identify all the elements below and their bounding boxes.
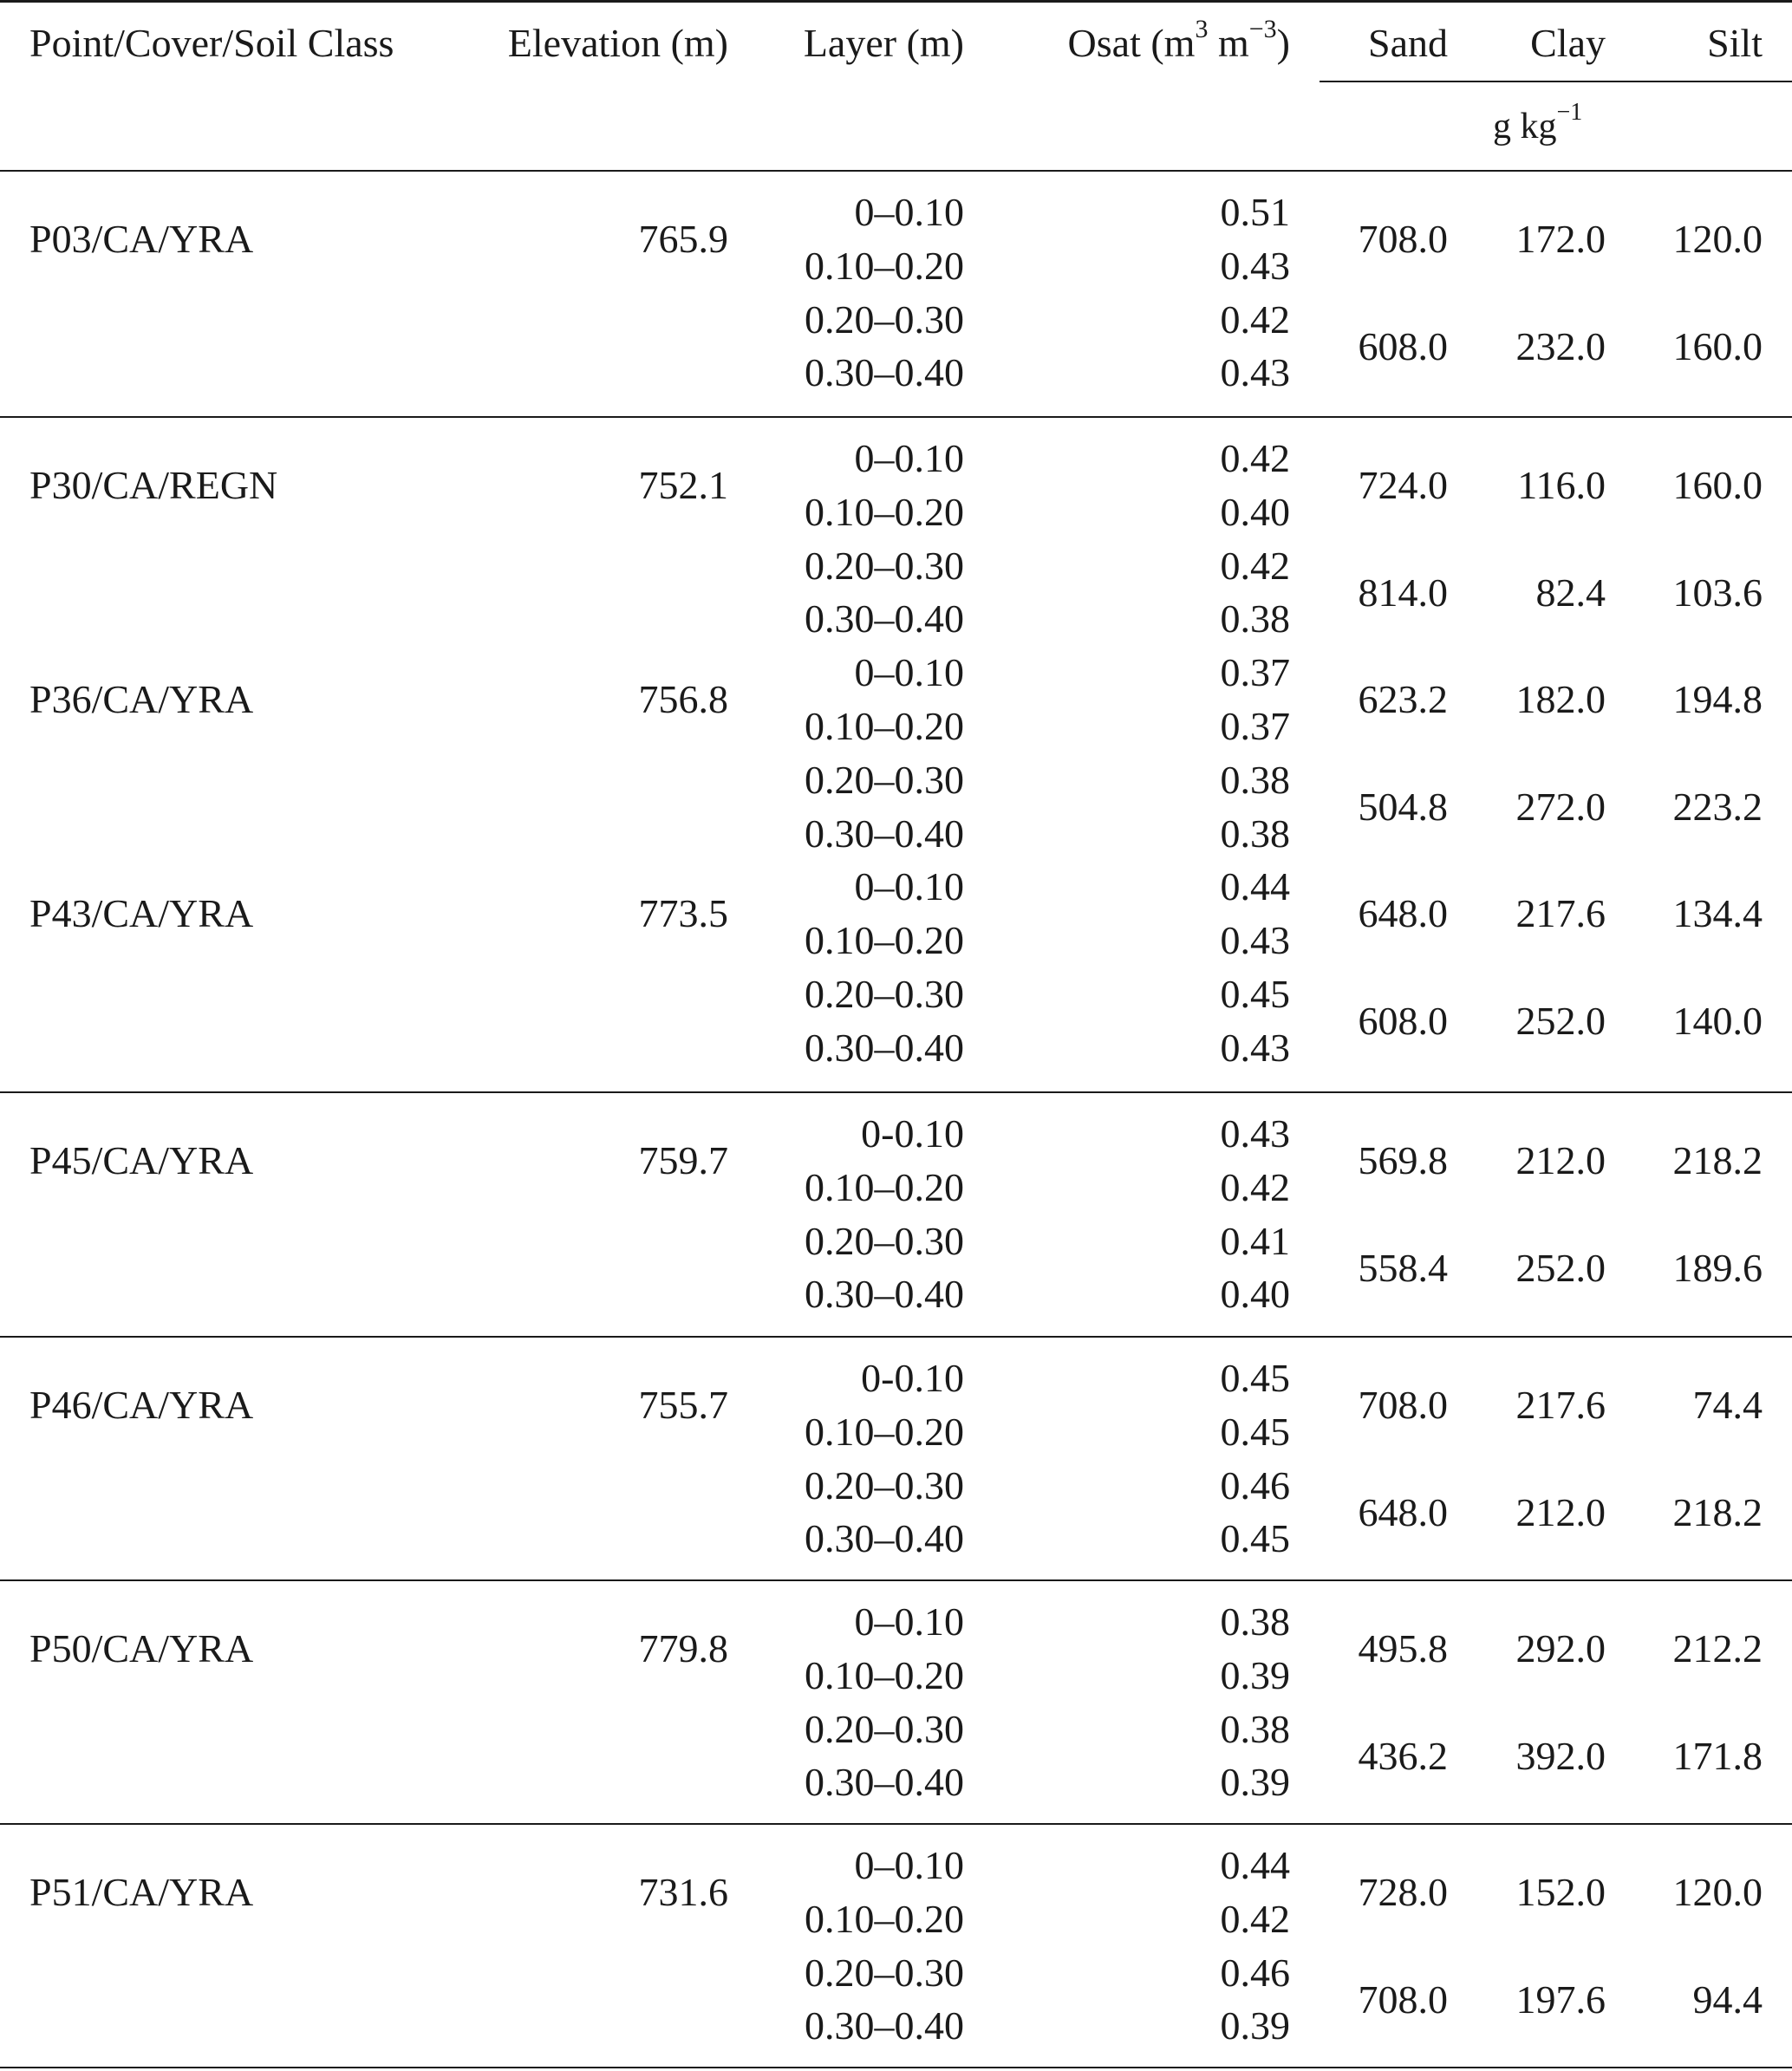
point-name: P51/CA/YRA bbox=[29, 1869, 254, 1914]
osat-value: 0.38 bbox=[1220, 757, 1290, 802]
osat-value: 0.43 bbox=[1220, 350, 1290, 395]
osat-value: 0.38 bbox=[1220, 596, 1290, 641]
osat-value: 0.39 bbox=[1220, 1652, 1290, 1697]
osat-value: 0.38 bbox=[1220, 1706, 1290, 1751]
osat-value: 0.37 bbox=[1220, 704, 1290, 748]
table-top-rule bbox=[0, 0, 1792, 3]
elevation-value: 752.1 bbox=[638, 462, 728, 507]
osat-value: 0.40 bbox=[1220, 489, 1290, 534]
layer-value: 0.10–0.20 bbox=[805, 918, 964, 963]
layer-value: 0.20–0.30 bbox=[805, 1950, 964, 1995]
silt-value: 218.2 bbox=[1672, 1137, 1763, 1182]
elevation-value: 755.7 bbox=[638, 1382, 728, 1427]
layer-value: 0.30–0.40 bbox=[805, 1272, 964, 1317]
layer-value: 0.20–0.30 bbox=[805, 972, 964, 1016]
osat-value: 0.46 bbox=[1220, 1462, 1290, 1508]
osat-value: 0.38 bbox=[1220, 1599, 1290, 1644]
sand-value: 728.0 bbox=[1358, 1869, 1448, 1914]
sand-value: 608.0 bbox=[1358, 323, 1448, 368]
silt-value: 189.6 bbox=[1672, 1245, 1763, 1290]
osat-value: 0.45 bbox=[1220, 972, 1290, 1016]
clay-value: 82.4 bbox=[1535, 570, 1606, 615]
group-separator-rule bbox=[0, 1823, 1792, 1825]
header-point: Point/Cover/Soil Class bbox=[29, 21, 394, 65]
sand-value: 436.2 bbox=[1358, 1733, 1448, 1778]
osat-value: 0.42 bbox=[1220, 436, 1290, 480]
clay-value: 252.0 bbox=[1515, 1245, 1606, 1290]
silt-value: 134.4 bbox=[1672, 891, 1763, 936]
point-name: P50/CA/YRA bbox=[29, 1625, 254, 1670]
osat-value: 0.51 bbox=[1220, 190, 1290, 234]
layer-value: 0.10–0.20 bbox=[805, 704, 964, 748]
silt-value: 94.4 bbox=[1692, 1977, 1763, 2022]
layer-value: 0.20–0.30 bbox=[805, 1706, 964, 1751]
point-name: P03/CA/YRA bbox=[29, 216, 254, 261]
header-layer: Layer (m) bbox=[803, 21, 964, 65]
elevation-value: 779.8 bbox=[638, 1625, 728, 1670]
group-separator-rule bbox=[0, 1091, 1792, 1093]
layer-value: 0–0.10 bbox=[854, 190, 964, 234]
clay-value: 116.0 bbox=[1517, 462, 1606, 507]
header-clay: Clay bbox=[1530, 21, 1606, 65]
osat-value: 0.40 bbox=[1220, 1272, 1290, 1317]
layer-value: 0.10–0.20 bbox=[805, 1896, 964, 1941]
point-name: P46/CA/YRA bbox=[29, 1382, 254, 1427]
clay-value: 212.0 bbox=[1515, 1137, 1606, 1182]
header-silt: Silt bbox=[1707, 21, 1763, 65]
clay-value: 292.0 bbox=[1515, 1625, 1606, 1670]
sand-value: 623.2 bbox=[1358, 677, 1448, 722]
layer-value: 0–0.10 bbox=[854, 1843, 964, 1887]
osat-value: 0.44 bbox=[1220, 864, 1290, 909]
header-osat bbox=[980, 14, 1290, 69]
layer-value: 0–0.10 bbox=[854, 436, 964, 480]
clay-value: 392.0 bbox=[1515, 1733, 1606, 1778]
layer-value: 0.20–0.30 bbox=[805, 1218, 964, 1263]
osat-value: 0.43 bbox=[1220, 918, 1290, 963]
layer-value: 0-0.10 bbox=[861, 1111, 964, 1156]
silt-value: 103.6 bbox=[1672, 570, 1763, 615]
silt-value: 212.2 bbox=[1672, 1625, 1763, 1670]
silt-value: 160.0 bbox=[1672, 462, 1763, 507]
header-unit bbox=[1493, 101, 1582, 153]
osat-value: 0.42 bbox=[1220, 543, 1290, 588]
header-unit-sup: −1 bbox=[1556, 99, 1583, 126]
layer-value: 0–0.10 bbox=[854, 1599, 964, 1644]
header-osat-sup2: −3 bbox=[1248, 14, 1277, 43]
osat-value: 0.45 bbox=[1220, 1409, 1290, 1454]
osat-value: 0.39 bbox=[1220, 2003, 1290, 2048]
header-bottom-rule bbox=[0, 170, 1792, 172]
clay-value: 152.0 bbox=[1515, 1869, 1606, 1914]
osat-value: 0.42 bbox=[1220, 296, 1290, 342]
silt-value: 218.2 bbox=[1672, 1489, 1763, 1534]
elevation-value: 765.9 bbox=[638, 216, 728, 261]
layer-value: 0.30–0.40 bbox=[805, 2003, 964, 2048]
layer-value: 0.10–0.20 bbox=[805, 489, 964, 534]
point-name: P43/CA/YRA bbox=[29, 891, 254, 936]
sand-value: 708.0 bbox=[1358, 216, 1448, 261]
osat-value: 0.41 bbox=[1220, 1218, 1290, 1263]
layer-value: 0.10–0.20 bbox=[805, 1409, 964, 1454]
silt-value: 140.0 bbox=[1672, 998, 1763, 1043]
layer-value: 0.30–0.40 bbox=[805, 596, 964, 641]
clay-value: 252.0 bbox=[1515, 998, 1606, 1043]
sand-value: 724.0 bbox=[1358, 462, 1448, 507]
sand-value: 708.0 bbox=[1358, 1977, 1448, 2022]
elevation-value: 759.7 bbox=[638, 1137, 728, 1182]
sand-value: 814.0 bbox=[1358, 570, 1448, 615]
group-separator-rule bbox=[0, 416, 1792, 418]
header-osat-mid: m bbox=[1208, 21, 1249, 65]
sand-value: 708.0 bbox=[1358, 1382, 1448, 1427]
point-name: P45/CA/YRA bbox=[29, 1137, 254, 1182]
clay-value: 232.0 bbox=[1515, 323, 1606, 368]
osat-value: 0.43 bbox=[1220, 1111, 1290, 1156]
layer-value: 0-0.10 bbox=[861, 1356, 964, 1400]
osat-value: 0.44 bbox=[1220, 1843, 1290, 1887]
osat-value: 0.45 bbox=[1220, 1356, 1290, 1400]
sand-value: 648.0 bbox=[1358, 891, 1448, 936]
osat-value: 0.39 bbox=[1220, 1760, 1290, 1805]
layer-value: 0.20–0.30 bbox=[805, 1462, 964, 1508]
layer-value: 0.20–0.30 bbox=[805, 543, 964, 588]
group-separator-rule bbox=[0, 1579, 1792, 1581]
clay-value: 182.0 bbox=[1515, 677, 1606, 722]
osat-value: 0.43 bbox=[1220, 1025, 1290, 1070]
clay-value: 172.0 bbox=[1515, 216, 1606, 261]
layer-value: 0.10–0.20 bbox=[805, 243, 964, 288]
silt-value: 120.0 bbox=[1672, 216, 1763, 261]
osat-value: 0.45 bbox=[1220, 1516, 1290, 1561]
sand-value: 504.8 bbox=[1358, 784, 1448, 829]
header-osat-sup1: 3 bbox=[1195, 14, 1209, 43]
silt-value: 120.0 bbox=[1672, 1869, 1763, 1914]
clay-value: 197.6 bbox=[1515, 1977, 1606, 2022]
header-unit-prefix: g kg bbox=[1493, 107, 1557, 147]
header-osat-prefix: Osat (m bbox=[1067, 21, 1196, 65]
silt-value: 194.8 bbox=[1672, 677, 1763, 722]
sand-value: 608.0 bbox=[1358, 998, 1448, 1043]
layer-value: 0–0.10 bbox=[854, 650, 964, 695]
silt-value: 171.8 bbox=[1672, 1733, 1763, 1778]
header-osat-suffix: ) bbox=[1276, 21, 1290, 65]
layer-value: 0.10–0.20 bbox=[805, 1652, 964, 1697]
clay-value: 217.6 bbox=[1515, 891, 1606, 936]
layer-value: 0.30–0.40 bbox=[805, 1516, 964, 1561]
clay-value: 212.0 bbox=[1515, 1489, 1606, 1534]
group-separator-rule bbox=[0, 1336, 1792, 1338]
elevation-value: 731.6 bbox=[638, 1869, 728, 1914]
elevation-value: 773.5 bbox=[638, 891, 728, 936]
silt-value: 74.4 bbox=[1692, 1382, 1763, 1427]
silt-value: 223.2 bbox=[1672, 784, 1763, 829]
layer-value: 0–0.10 bbox=[854, 864, 964, 909]
osat-value: 0.46 bbox=[1220, 1950, 1290, 1995]
sand-value: 558.4 bbox=[1358, 1245, 1448, 1290]
point-name: P36/CA/YRA bbox=[29, 677, 254, 722]
osat-value: 0.42 bbox=[1220, 1896, 1290, 1941]
clay-value: 217.6 bbox=[1515, 1382, 1606, 1427]
silt-value: 160.0 bbox=[1672, 323, 1763, 368]
osat-value: 0.42 bbox=[1220, 1164, 1290, 1209]
sand-value: 495.8 bbox=[1358, 1625, 1448, 1670]
layer-value: 0.30–0.40 bbox=[805, 350, 964, 395]
sand-value: 569.8 bbox=[1358, 1137, 1448, 1182]
osat-value: 0.43 bbox=[1220, 243, 1290, 288]
osat-value: 0.37 bbox=[1220, 650, 1290, 695]
layer-value: 0.30–0.40 bbox=[805, 811, 964, 856]
osat-value: 0.38 bbox=[1220, 811, 1290, 856]
point-name: P30/CA/REGN bbox=[29, 462, 278, 507]
layer-value: 0.20–0.30 bbox=[805, 757, 964, 802]
table-bottom-rule bbox=[0, 2067, 1792, 2068]
clay-value: 272.0 bbox=[1515, 784, 1606, 829]
layer-value: 0.10–0.20 bbox=[805, 1164, 964, 1209]
sand-value: 648.0 bbox=[1358, 1489, 1448, 1534]
header-sand: Sand bbox=[1368, 21, 1448, 65]
header-subgroup-rule bbox=[1320, 81, 1792, 82]
layer-value: 0.30–0.40 bbox=[805, 1760, 964, 1805]
elevation-value: 756.8 bbox=[638, 677, 728, 722]
header-elevation: Elevation (m) bbox=[507, 21, 728, 65]
layer-value: 0.30–0.40 bbox=[805, 1025, 964, 1070]
layer-value: 0.20–0.30 bbox=[805, 296, 964, 342]
